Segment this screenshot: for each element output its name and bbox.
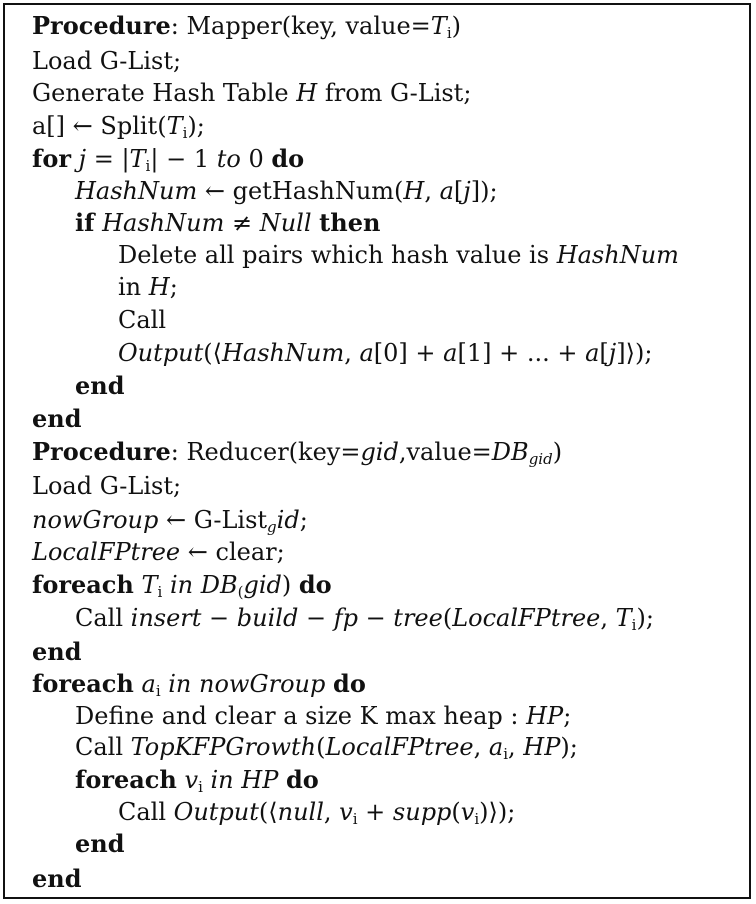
keyword: end [75,371,125,400]
line-text: HashNum [75,177,198,205]
algorithm-line [118,240,679,270]
line-text: : Reducer(key= [170,438,361,466]
line-text: DB [491,438,529,466]
line-text: ← clear; [180,538,285,566]
line-text [134,670,142,698]
algorithm-line [32,404,82,434]
line-text: ; [169,273,178,301]
line-text: )⟩); [479,798,516,826]
line-text: [ [453,177,464,205]
line-text: Generate Hash Table [32,79,297,107]
algorithm-line [32,537,285,567]
line-text: T [430,12,447,40]
subscript: i [157,583,163,601]
line-text: ( [451,798,461,826]
line-text: ( [442,604,453,632]
algorithm-line [32,111,205,141]
line-text: a [585,339,600,367]
line-text [278,766,286,794]
keyword: do [298,570,332,599]
subscript: i [352,810,358,828]
line-text: ); [187,112,205,140]
line-text: T [141,571,158,599]
line-text: [0] + [373,339,444,367]
line-text: Output [173,798,259,826]
algorithm-line [75,732,578,762]
keyword: Procedure [32,11,171,40]
line-text: ]); [470,177,498,205]
algorithm-line [32,46,181,76]
keyword: end [32,637,82,666]
line-text: (⟨ [203,339,222,367]
line-text [177,766,185,794]
line-text: to [216,145,241,173]
line-text: ← getHashNum( [197,177,404,205]
keyword: foreach [32,570,134,599]
line-text: + [357,798,393,826]
line-text: = | [86,145,130,173]
line-text: ; [299,506,308,534]
line-text: a [488,733,504,761]
line-text: Call [75,733,131,761]
line-text: ) [451,12,461,40]
line-text: v [460,798,475,826]
line-text: ; [563,702,572,730]
line-text: H [148,273,170,301]
line-text: , [473,733,489,761]
line-text: nowGroup [32,506,159,534]
line-text: v [339,798,353,826]
line-text: ]⟩); [616,339,653,367]
line-text: HashNum [221,339,345,367]
subscript: i [446,24,452,42]
line-text [312,209,320,237]
algorithm-line [118,305,166,335]
line-text: j [78,145,87,173]
keyword: Procedure [32,437,171,466]
algorithm-line [75,176,498,206]
subscript: i [631,616,637,634]
line-text: in nowGroup [160,670,326,698]
line-text: ); [560,733,578,761]
line-text: j [608,339,617,367]
line-text: HP [526,702,564,730]
algorithm-line [32,437,562,467]
line-text: Call [75,604,131,632]
line-text: (⟨ [258,798,278,826]
line-text: Delete all pairs which hash value is [118,241,557,269]
keyword: foreach [75,765,177,794]
algorithm-box [3,3,751,899]
subscript: gid [528,450,553,468]
line-text: T [129,145,146,173]
line-text: a [443,339,458,367]
line-text: , [323,798,340,826]
subscript: i [145,157,151,175]
line-text: 0 [240,145,272,173]
subscript: i [503,745,508,763]
line-text: T [615,604,632,632]
algorithm-line [32,78,471,108]
keyword: if [75,208,95,237]
algorithm-line [75,701,571,731]
algorithm-line [118,338,652,368]
line-text: a [439,177,454,205]
algorithm-line [75,371,125,401]
subscript: ( [237,583,244,601]
line-text: ) [552,438,563,466]
algorithm-line [32,505,308,535]
keyword: foreach [32,669,134,698]
line-text: [ [599,339,609,367]
line-text: ← G-List [158,506,268,534]
algorithm-line [118,272,178,302]
line-text: | − 1 [150,145,217,173]
line-text: , [508,733,524,761]
line-text: from G-List; [317,79,472,107]
line-text: HP [523,733,561,761]
line-text: in DB [162,571,238,599]
line-text: LocalFPtree [32,538,181,566]
line-text: ) [281,571,299,599]
keyword: end [32,864,82,893]
algorithm-line [75,765,319,795]
line-text: a[] ← Split( [32,112,167,140]
line-text: a [359,339,374,367]
line-text: HashNum [556,241,679,269]
algorithm-line [32,637,82,667]
keyword: end [32,404,82,433]
keyword: then [319,208,381,237]
subscript: i [182,124,188,142]
algorithm-line [32,669,366,699]
line-text: v [184,766,199,794]
line-text: j [463,177,471,205]
line-text: : Mapper(key, value= [170,12,431,40]
line-text: H [296,79,318,107]
algorithm-line [75,603,654,633]
line-text: Define and clear a size K max heap : [75,702,527,730]
line-text: HashNum [102,209,225,237]
line-text: , [424,177,440,205]
line-text: ≠ [224,209,260,237]
line-text: Output [118,339,204,367]
line-text: Call [118,306,167,334]
line-text: T [166,112,183,140]
line-text: H [403,177,425,205]
line-text: gid [360,438,399,466]
algorithm-line [32,471,181,501]
line-text: [1] + ... + [457,339,586,367]
line-text: LocalFPtree [452,604,601,632]
line-text: ( [316,733,326,761]
keyword: do [333,669,366,698]
line-text [325,670,333,698]
line-text: Call [118,798,174,826]
keyword: do [271,144,305,173]
subscript: i [155,682,161,700]
line-text: Null [259,209,312,237]
line-text: insert − build − fp − tree [130,604,443,632]
line-text [71,145,79,173]
line-text: ,value= [398,438,492,466]
line-text: Load G-List; [32,47,182,75]
line-text: gid [243,571,282,599]
line-text: in [118,273,149,301]
line-text: id [276,506,300,534]
subscript: i [198,778,203,796]
keyword: end [75,829,125,858]
algorithm-line [32,864,82,894]
line-text [134,571,142,599]
algorithm-line [75,208,380,238]
algorithm-line [75,829,125,859]
keyword: do [285,765,319,794]
line-text: ); [636,604,654,632]
line-text: , [600,604,616,632]
keyword: for [32,144,71,173]
algorithm-line [32,570,332,600]
subscript: g [267,518,277,536]
line-text: supp [392,798,452,826]
line-text: TopKFPGrowth [130,733,317,761]
algorithm-line [32,144,304,174]
line-text: , [344,339,360,367]
line-text: a [141,670,156,698]
algorithm-line [118,797,515,827]
line-text: in HP [202,766,279,794]
line-text: Load G-List; [32,472,182,500]
subscript: i [474,810,480,828]
line-text: null [277,798,324,826]
line-text: LocalFPtree [325,733,474,761]
line-text [94,209,102,237]
algorithm-line [32,11,461,41]
